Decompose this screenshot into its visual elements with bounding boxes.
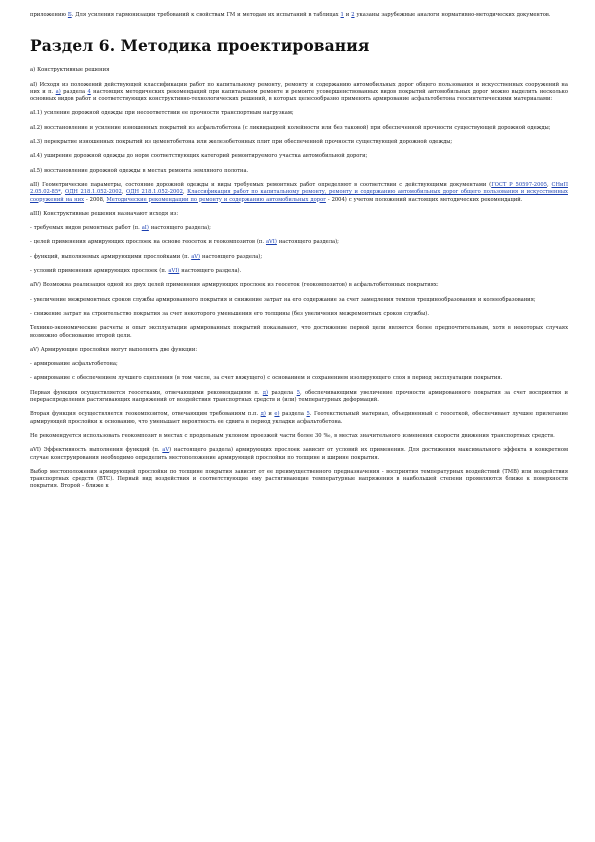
table-1-link[interactable]: 1 [340, 12, 344, 18]
text: , [60, 189, 65, 196]
paragraph-slope-note: Не рекомендуется использовать геокомпозит в местах с продольным уклоном проезжей части более 30 ‰, в местах значительного изменения скорости движения транспортных средств. [30, 432, 555, 439]
text: настоящих методических рекомендаций при капитальном ремонте и ремонте усовершенствованных видов покрытий автомобильных дорог можно выделить несколько основных видов работ и соответствующих конструктивно-технологических решений, в которых целесообразно применять армирование асфальтобетона геосинтетическими материалами: [30, 88, 568, 103]
text: аVI) Эффективность выполнения функций (п. [30, 447, 163, 454]
paragraph-feasibility: Технико-экономические расчеты и опыт эксплуатации армированных покрытий показывают, что достижение первой цели является более предпочтительным, хотя в некоторых случаях возможно обоснование второй цели. [30, 325, 568, 339]
paragraph-second-function [30, 411, 568, 426]
odn-link-1[interactable]: ОДН 218.1.052-2002 [64, 189, 122, 196]
gost-link[interactable]: ГОСТ Р 50597-2005 [491, 181, 547, 188]
text: ) настоящего раздела) армирующих прослоек зависит от условий их применения. Для достижения максимального эффекта в конкретном случае конструирования необходимо определить местоположение армирующей прослойки по толщине и ширине покрытия. [30, 447, 568, 461]
text: Первая функция осуществляется геосетками, отвечающими рекомендациям п. [30, 389, 263, 396]
paragraph-a1-5: аI.5) восстановление дорожной одежды в местах ремонта земляного полотна. [30, 167, 249, 174]
text: - 2004) с учетом положений настоящих методических рекомендаций. [325, 196, 523, 203]
text: , [182, 189, 188, 196]
intro-text-after: указаны зарубежные аналоги нормативно-методических документов. [354, 12, 551, 18]
paragraph-a4: аIV) Возможна реализация одной из двух целей применения армирующих прослоек из геосеток (геокомпозитов) в асфальтобетонных покрытиях: [30, 282, 439, 289]
list-item [30, 254, 568, 261]
paragraph-a1-1: аI.1) усиление дорожной одежды при несоответствии ее прочности транспортным нагрузкам; [30, 110, 294, 117]
text: , обеспечивающими увеличение прочности армированного покрытия за счет восприятия и перераспределения растягивающих напряжений от воздействия транспортных средств и (или) температурных деформаций. [30, 389, 568, 404]
text: раздела [268, 389, 297, 396]
intro-text-mid2: и [343, 12, 352, 18]
text: , [121, 189, 127, 196]
item-d-link[interactable]: д) [262, 389, 268, 396]
item-a5-link[interactable]: аV) [191, 253, 201, 260]
document-page [30, 12, 568, 498]
intro-text-before: приложению [30, 12, 68, 18]
paragraph-location-choice: Выбор местоположения армирующей прослойки по толщине покрытия зависит от ее преимущественного предназначения - восприятия температурных воздействий (ТМВ) или воздействия транспортных средств (ВТС). Первый вид воздействия и соответствующие ему растягивающие температурные напряжения в наибольшей степени проявляются ближе к поверхности покрытия. Второй - ближе к [30, 468, 568, 490]
guidelines-link[interactable]: Методические рекомендации по ремонту и содержанию автомобильных дорог [106, 196, 326, 203]
section-5-link[interactable]: 5 [306, 411, 310, 418]
paragraph-a1 [30, 82, 568, 104]
item-a6-link[interactable]: аVI) [265, 239, 277, 246]
paragraph-a5: аV) Армирующие прослойки могут выполнять две функции: [30, 346, 198, 353]
list-item [30, 268, 568, 275]
paragraph-first-function [30, 390, 568, 405]
list-item: - увеличение межремонтных сроков службы армированного покрытия и снижение затрат на его содержание за счет замедления темпов трещинообразования и колееобразования; [30, 296, 536, 303]
paragraph-a1-4: аI.4) уширение дорожной одежды до норм соответствующих категорий ремонтируемого участка автомобильной дороги; [30, 153, 368, 160]
intro-paragraph [30, 12, 568, 19]
text: - условий применения армирующих прослоек (п. [30, 268, 169, 275]
table-2-link[interactable]: 2 [351, 12, 355, 18]
text: аI) Исходя из положений действующей классификации работ по капитальному ремонту, ремонту и содержанию автомобильных дорог общего пользования и искусственных сооружений на них и п. [30, 81, 568, 95]
intro-text-mid1: . Для усиления гармонизации требований к свойствам ГМ и методам их испытаний в таблицах [71, 12, 341, 18]
list-item [30, 225, 568, 232]
item-e-link[interactable]: е) [274, 411, 280, 418]
odn-link-2[interactable]: ОДН 218.1.052-2002 [126, 189, 183, 196]
text: - требуемых видов ремонтных работ (п. [30, 225, 142, 232]
list-item: - снижение затрат на строительство покрытия за счет некоторого уменьшения его толщины (без увеличения межремонтных сроков службы). [30, 310, 429, 317]
text: . Геотекстильный материал, объединенный с геосеткой, обеспечивает лучшее прилегание армирующей прослойки к основанию, что уменьшает вероятность ее сдвига в период укладки асфальтобетона. [30, 411, 569, 425]
paragraph-a1-3: аI.3) перекрытие изношенных покрытий из цементобетона или железобетонных плит при обеспеченной прочности существующей дорожной одежды; [30, 139, 453, 146]
section-4-link[interactable]: 4 [87, 88, 91, 95]
list-item: - армирование асфальтобетона; [30, 361, 118, 368]
snip-link[interactable]: СНиП 2.05.02-85* [30, 181, 568, 196]
appendix-b-link[interactable]: Б [67, 12, 72, 18]
text: настоящего раздела). [179, 268, 242, 275]
item-a5-link[interactable]: аV [162, 447, 170, 454]
list-item [30, 239, 568, 246]
text: Вторая функция осуществляется геокомпозитом, отвечающим требованиям п.п. [30, 411, 261, 418]
item-a-link[interactable]: а) [55, 88, 61, 95]
text: настоящего раздела); [148, 225, 211, 232]
paragraph-a2 [30, 182, 568, 204]
paragraph-a6 [30, 447, 568, 462]
item-d-link[interactable]: д) [260, 411, 266, 418]
text: , [546, 181, 552, 188]
text: настоящего раздела); [200, 253, 263, 260]
text: - целей применения армирующих прослоек на основе геосеток и геокомпозитов (п. [30, 239, 266, 246]
text: настоящего раздела); [276, 239, 339, 246]
classification-link[interactable]: Классификация работ по капитальному ремонту, ремонту и содержанию автомобильных дорог общего пользования и искусственных сооружений на них [30, 189, 568, 203]
paragraph-a1-2: аI.2) восстановление и усиление изношенных покрытий из асфальтобетона (с ликвидацией колейности или без таковой) при обеспеченной прочности существующей дорожной одежды; [30, 124, 551, 131]
text: аII) Геометрические параметры, состояние дорожной одежды и виды требуемых ремонтных работ определяют в соответствии с действующими документами ( [30, 181, 492, 188]
text: раздела [60, 88, 88, 95]
section-5-link[interactable]: 5 [296, 389, 300, 396]
item-a6-link[interactable]: аVI) [168, 268, 180, 275]
text: - 2008, [84, 196, 107, 203]
paragraph-a: а) Конструктивные решения [30, 67, 110, 74]
list-item: - армирование с обеспечением лучшего сцепления (в том числе, за счет вяжущего) с основанием и сохранением изолирующего слоя в период эксплуатации покрытия. [30, 375, 503, 382]
item-a1-link[interactable]: аI) [141, 225, 149, 232]
text: раздела [279, 411, 307, 418]
text: и [265, 411, 275, 418]
paragraph-a3: аIII) Конструктивные решения назначают исходя из: [30, 210, 179, 217]
section-heading: Раздел 6. Методика проектирования [30, 36, 370, 56]
text: - функций, выполняемых армирующими прослойками (п. [30, 253, 192, 260]
